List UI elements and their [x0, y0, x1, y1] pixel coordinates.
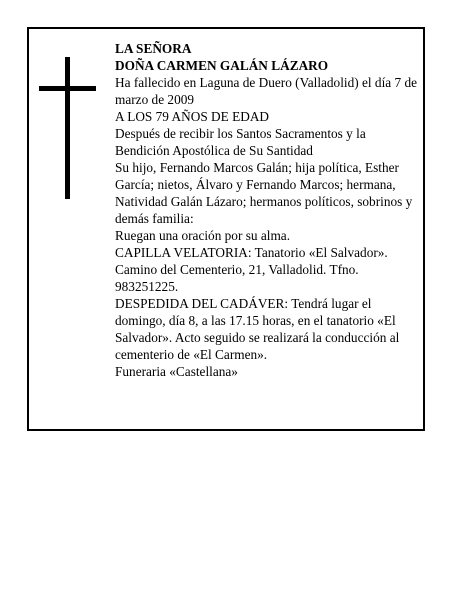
prayer-request: Ruegan una oración por su alma.: [115, 228, 291, 243]
family-list: Su hijo, Fernando Marcos Galán; hija política, Esther García; nietos, Álvaro y Fernando Marcos; hermana, Natividad Galán Lázaro; hermanos políticos, sobrinos y demás familia:: [115, 160, 413, 226]
notice-title-line1: LA SEÑORA: [115, 41, 192, 56]
age-line: A LOS 79 AÑOS DE EDAD: [115, 109, 270, 124]
notice-text: [115, 40, 423, 380]
farewell-info: DESPEDIDA DEL CADÁVER: Tendrá lugar el domingo, día 8, a las 17.15 horas, en el tanatorio «El Salvador». Acto seguido se realizará la conducción al cementerio de «El Carmen».: [115, 296, 400, 362]
obituary-notice: [27, 27, 425, 431]
funeral-home: Funeraria «Castellana»: [115, 364, 238, 379]
deceased-name: DOÑA CARMEN GALÁN LÁZARO: [115, 58, 329, 73]
cross-vertical-bar: [65, 57, 70, 199]
sacraments-line: Después de recibir los Santos Sacramentos y la Bendición Apostólica de Su Santidad: [115, 126, 366, 158]
chapel-info: CAPILLA VELATORIA: Tanatorio «El Salvador». Camino del Cementerio, 21, Valladolid. Tfno. 983251225.: [115, 245, 388, 294]
cross-horizontal-bar: [39, 86, 96, 91]
death-announcement: Ha fallecido en Laguna de Duero (Valladolid) el día 7 de marzo de 2009: [115, 75, 418, 107]
